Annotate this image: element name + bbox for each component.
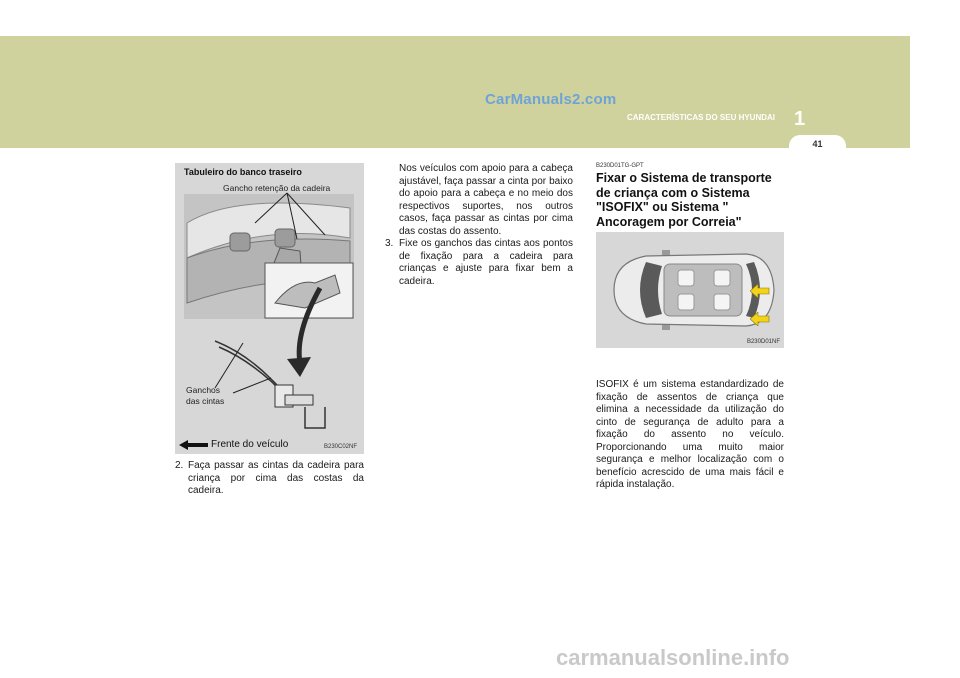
step-2 [175,460,364,498]
instructions-column [385,163,573,288]
isofix-section [596,163,784,229]
figure-isofix-car [596,232,784,348]
chapter-number: 1 [794,108,806,130]
figure-code: B230D01NF [746,339,780,345]
step-3-number: 3. [385,238,394,249]
figure-code: B230C02NF [324,444,358,450]
arrow-left-icon [179,440,209,450]
headrest-paragraph: Nos veículos com apoio para a cabeça ajustável, faça passar a cinta por baixo do apoio para a cabeça e no meio dos respectivos suportes, nos outros casos, faça passar as cintas por cima das costas do assento. [399,163,573,237]
section-heading: Fixar o Sistema de transporte de criança com o Sistema "ISOFIX" ou Sistema " Ancoragem por Correia" [596,171,772,229]
strap-hooks-label-line1: Ganchos [186,385,221,395]
step-3-text: Fixe os ganchos das cintas aos pontos de fixação para a cadeira para crianças e ajuste para fixar bem a cadeira. [399,238,573,287]
site-watermark-link[interactable]: CarManuals2.com [485,91,617,108]
isofix-description: ISOFIX é um sistema estandardizado de fixação de assentos de criança que elimina a necessidade da utilização do cinto de segurança de adulto para a fixação do assento no veículo. Proporcionando uma muito maior segurança e melhor localização com o benefício acrescido de uma mais fácil e rápida instalação. [596,379,784,490]
vehicle-front-label: Frente do veículo [211,439,289,450]
rear-shelf-illustration [175,163,364,454]
section-code: B230D01TG-GPT [596,163,644,169]
step-3 [385,238,573,288]
section-title: CARACTERÍSTICAS DO SEU HYUNDAI [627,113,776,122]
isofix-lower-arrow-icon [750,312,770,326]
figure-rear-shelf [175,163,364,454]
isofix-upper-arrow-icon [750,284,770,298]
header-band [0,36,910,148]
retention-hook-callout: Gancho retenção da cadeira [223,183,331,193]
strap-hooks-label [186,385,224,407]
step-2-text: Faça passar as cintas da cadeira para criança por cima das costas da cadeira. [188,460,364,496]
strap-hooks-label-line2: das cintas [186,396,225,406]
step-2-number: 2. [175,460,184,471]
page-number: 41 [812,139,823,149]
figure-title: Tabuleiro do banco traseiro [184,167,302,177]
footer-watermark: carmanualsonline.info [556,645,790,670]
